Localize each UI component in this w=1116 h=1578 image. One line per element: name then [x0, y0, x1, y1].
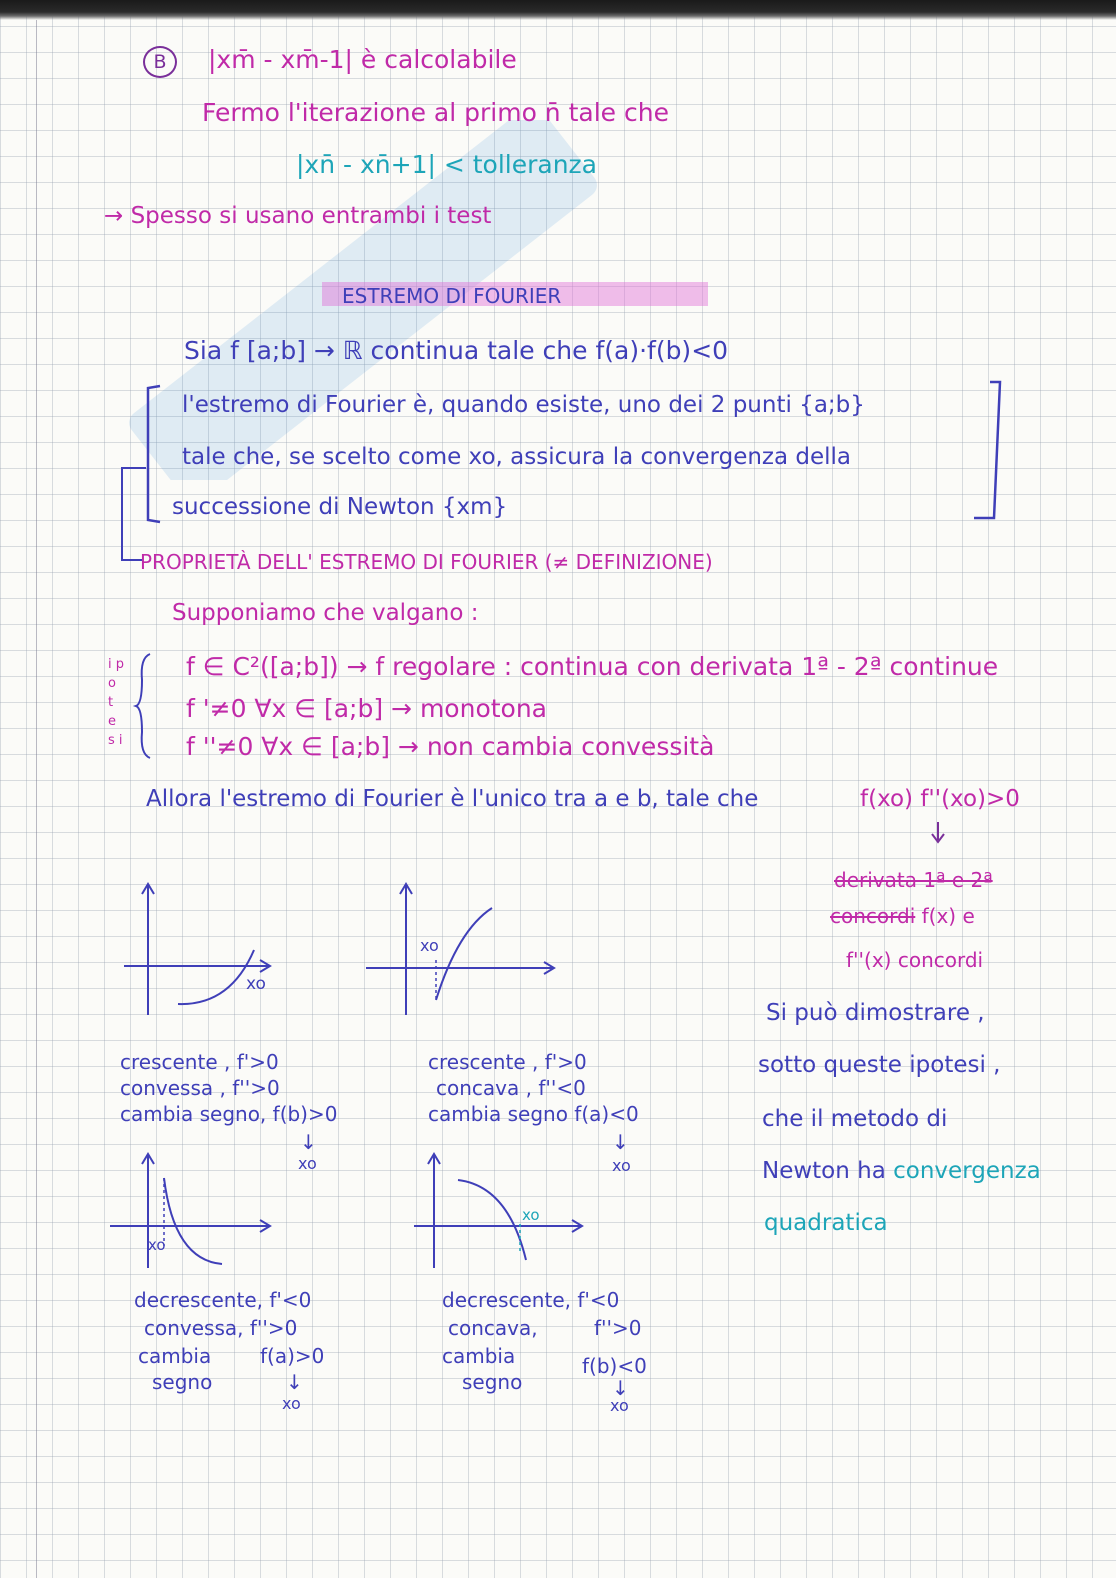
graph-1-point-label: xo	[246, 974, 266, 994]
graph-2-point-label: xo	[420, 936, 439, 955]
graph-3-line-3b: f(a)>0	[260, 1344, 325, 1368]
item-b-text: |xm̄ - xm̄-1| è calcolabile	[208, 45, 517, 74]
graph-2-line-2: concava , f''<0	[436, 1076, 586, 1100]
graph-1-line-3: cambia segno, f(b)>0	[120, 1102, 338, 1126]
graph-3-point-label: xo	[148, 1236, 166, 1254]
graph-2-result: xo	[612, 1156, 631, 1175]
demo-line-2: sotto queste ipotesi ,	[758, 1052, 1001, 1078]
graph-2-arrow: ↓	[612, 1130, 629, 1154]
graph-3-arrow: ↓	[286, 1370, 303, 1394]
hypothesis-label: i p o t e s i	[108, 657, 124, 748]
property-heading: PROPRIETÀ DELL' ESTREMO DI FOURIER (≠ DEFINIZIONE)	[140, 550, 713, 574]
graph-1-line-2: convessa , f''>0	[120, 1076, 280, 1100]
graph-3-line-3: cambia	[138, 1344, 212, 1368]
hypothesis-1: f ∈ C²([a;b]) → f regolare : continua con derivata 1ª - 2ª continue	[186, 652, 999, 681]
suppose-line: Supponiamo che valgano :	[172, 600, 479, 626]
graph-4-line-3b: f(b)<0	[582, 1354, 647, 1378]
graph-1-arrow: ↓	[300, 1130, 317, 1154]
graph-4-arrow: ↓	[612, 1376, 629, 1400]
demo-quadratica: quadratica	[764, 1210, 888, 1236]
demo-convergenza: convergenza	[893, 1158, 1041, 1184]
both-tests-note: → Spesso si usano entrambi i test	[104, 203, 492, 229]
graph-4-line-4: segno	[462, 1370, 523, 1394]
graph-4-line-1: decrescente, f'<0	[442, 1288, 620, 1312]
graph-4-point-label: xo	[522, 1206, 540, 1224]
demo-line-4: Newton ha	[762, 1158, 886, 1184]
item-b-label: B	[153, 51, 167, 73]
definition-line-1: l'estremo di Fourier è, quando esiste, uno dei 2 punti {a;b}	[182, 392, 865, 418]
graph-3-result: xo	[282, 1394, 301, 1413]
graph-3-line-1: decrescente, f'<0	[134, 1288, 312, 1312]
graph-4	[412, 1150, 592, 1270]
section-title: ESTREMO DI FOURIER	[342, 284, 562, 308]
struck-note-2: concordi	[830, 904, 916, 928]
scan-top-edge	[0, 0, 1116, 20]
graph-3-line-2: convessa, f''>0	[144, 1316, 298, 1340]
struck-note-1: derivata 1ª e 2ª	[834, 868, 993, 892]
graph-1	[120, 880, 290, 1020]
demo-line-3: che il metodo di	[762, 1106, 948, 1132]
hypothesis-brace	[136, 650, 156, 762]
hypothesis-3: f ''≠0 ∀x ∈ [a;b] → non cambia convessità	[186, 732, 715, 761]
graph-2-line-3: cambia segno f(a)<0	[428, 1102, 639, 1126]
tolerance-formula: |xn̄ - xn̄+1| < tolleranza	[296, 150, 597, 179]
item-b-marker	[143, 46, 177, 78]
definition-line-2: tale che, se scelto come xo, assicura la convergenza della	[182, 444, 852, 470]
stop-condition: Fermo l'iterazione al primo n̄ tale che	[202, 98, 669, 127]
fourier-condition: f(xo) f''(xo)>0	[860, 786, 1020, 812]
graph-4-result: xo	[610, 1396, 629, 1415]
graph-2-line-1: crescente , f'>0	[428, 1050, 587, 1074]
graph-4-line-2b: f''>0	[594, 1316, 642, 1340]
page-margin-line	[36, 20, 37, 1578]
definition-line-3: successione di Newton {xm}	[172, 494, 508, 520]
graph-3	[108, 1150, 278, 1270]
sia-statement: Sia f [a;b] → ℝ continua tale che f(a)·f(b)<0	[184, 336, 729, 365]
graph-4-line-3: cambia	[442, 1344, 516, 1368]
conclusion: Allora l'estremo di Fourier è l'unico tra a e b, tale che	[146, 786, 759, 812]
graph-3-line-4: segno	[152, 1370, 213, 1394]
hypothesis-2: f '≠0 ∀x ∈ [a;b] → monotona	[186, 694, 547, 723]
graph-1-line-1: crescente , f'>0	[120, 1050, 279, 1074]
graph-4-line-2: concava,	[448, 1316, 538, 1340]
demo-line-1: Si può dimostrare ,	[766, 1000, 985, 1026]
note-fx: f(x) e	[921, 904, 975, 928]
graph-1-result: xo	[298, 1154, 317, 1173]
condition-arrow	[928, 820, 948, 846]
graph-2	[362, 880, 562, 1020]
note-concordi: f''(x) concordi	[846, 948, 984, 972]
